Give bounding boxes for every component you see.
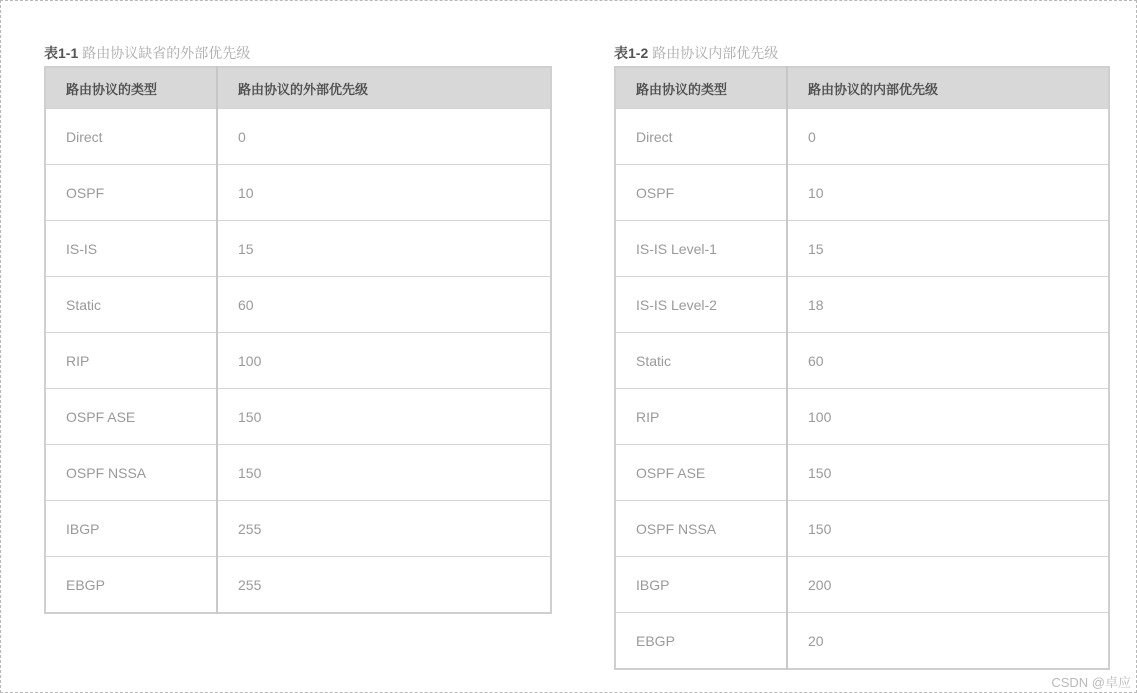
table-row (45, 445, 551, 501)
table-1-header-row (45, 67, 551, 109)
table-2-block (614, 40, 1110, 670)
table-2-cell-protocol: IS-IS Level-1 (615, 221, 787, 277)
table-1-header-type: 路由协议的类型 (45, 67, 217, 109)
table-1-cell-protocol: Static (45, 277, 217, 333)
table-row (45, 109, 551, 165)
table-1-cell-priority: 255 (217, 557, 551, 614)
table-2-cell-protocol: EBGP (615, 613, 787, 670)
table-2-caption-text: 路由协议内部优先级 (652, 45, 779, 61)
table-row (615, 165, 1109, 221)
table-1-block (44, 40, 552, 614)
table-2-cell-priority: 200 (787, 557, 1109, 613)
table-2-caption-number: 表1-2 (614, 45, 649, 61)
table-1-cell-protocol: IBGP (45, 501, 217, 557)
table-2-cell-priority: 150 (787, 445, 1109, 501)
table-2 (614, 66, 1110, 670)
table-2-cell-priority: 0 (787, 109, 1109, 165)
table-1-caption (44, 40, 552, 66)
table-row (615, 109, 1109, 165)
table-row (45, 221, 551, 277)
table-1-cell-priority: 150 (217, 445, 551, 501)
table-row (615, 277, 1109, 333)
table-2-cell-protocol: IBGP (615, 557, 787, 613)
table-2-header-type: 路由协议的类型 (615, 67, 787, 109)
table-row (45, 165, 551, 221)
table-row (45, 277, 551, 333)
table-2-cell-protocol: Direct (615, 109, 787, 165)
table-1-cell-priority: 0 (217, 109, 551, 165)
table-1-cell-priority: 60 (217, 277, 551, 333)
table-1-cell-protocol: EBGP (45, 557, 217, 614)
table-row (615, 501, 1109, 557)
table-2-header-row (615, 67, 1109, 109)
table-1-cell-protocol: OSPF (45, 165, 217, 221)
table-2-cell-priority: 100 (787, 389, 1109, 445)
table-2-cell-priority: 60 (787, 333, 1109, 389)
table-row (615, 389, 1109, 445)
table-1-header-priority: 路由协议的外部优先级 (217, 67, 551, 109)
watermark: CSDN @卓应 (1051, 675, 1131, 690)
table-1-cell-protocol: Direct (45, 109, 217, 165)
table-row (615, 557, 1109, 613)
table-1-cell-priority: 100 (217, 333, 551, 389)
table-row (45, 333, 551, 389)
table-1-cell-priority: 15 (217, 221, 551, 277)
table-1-caption-text: 路由协议缺省的外部优先级 (82, 45, 251, 61)
table-row (615, 221, 1109, 277)
table-row (615, 445, 1109, 501)
table-row (45, 389, 551, 445)
table-2-cell-protocol: Static (615, 333, 787, 389)
table-1-cell-priority: 10 (217, 165, 551, 221)
table-row (45, 501, 551, 557)
table-2-cell-protocol: IS-IS Level-2 (615, 277, 787, 333)
table-2-cell-priority: 18 (787, 277, 1109, 333)
table-row (615, 613, 1109, 670)
table-row (615, 333, 1109, 389)
table-2-cell-priority: 150 (787, 501, 1109, 557)
table-row (45, 557, 551, 614)
table-1-cell-priority: 150 (217, 389, 551, 445)
table-1-cell-protocol: RIP (45, 333, 217, 389)
table-2-caption (614, 40, 1110, 66)
table-2-cell-priority: 10 (787, 165, 1109, 221)
table-1-cell-priority: 255 (217, 501, 551, 557)
table-1-cell-protocol: OSPF ASE (45, 389, 217, 445)
table-2-header-priority: 路由协议的内部优先级 (787, 67, 1109, 109)
table-1 (44, 66, 552, 614)
table-2-cell-protocol: OSPF ASE (615, 445, 787, 501)
table-2-cell-protocol: RIP (615, 389, 787, 445)
table-2-cell-priority: 20 (787, 613, 1109, 670)
table-2-cell-protocol: OSPF (615, 165, 787, 221)
table-1-caption-number: 表1-1 (44, 45, 79, 61)
table-2-cell-priority: 15 (787, 221, 1109, 277)
table-1-cell-protocol: IS-IS (45, 221, 217, 277)
table-2-cell-protocol: OSPF NSSA (615, 501, 787, 557)
table-1-cell-protocol: OSPF NSSA (45, 445, 217, 501)
